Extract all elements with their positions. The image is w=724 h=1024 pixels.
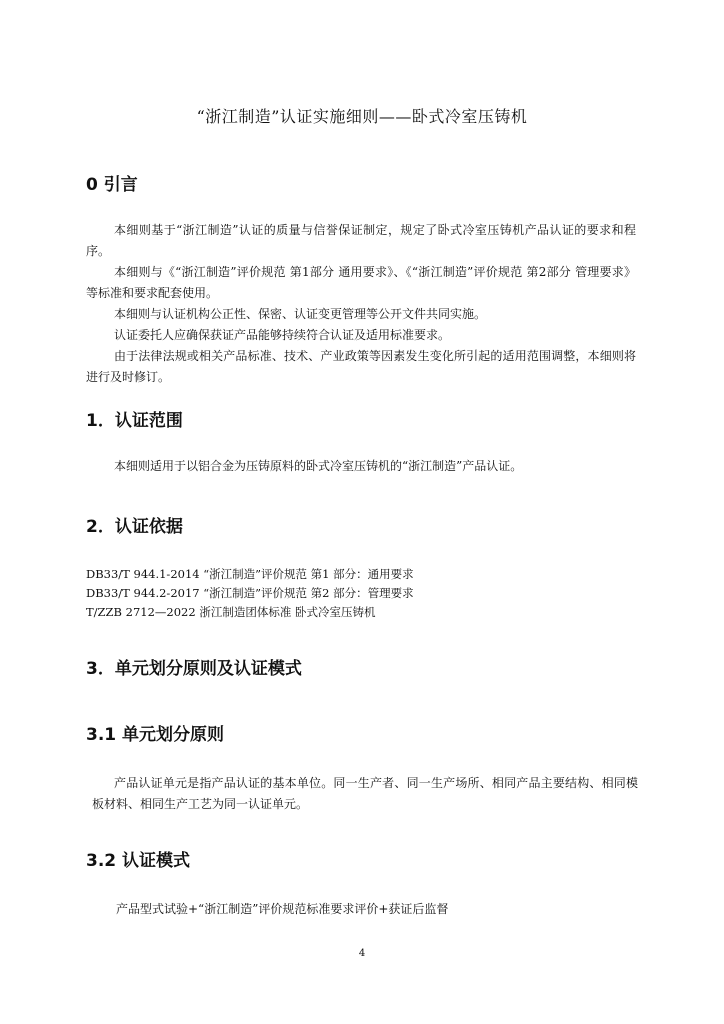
section-3-1-heading: 3.1 单元划分原则 (86, 725, 225, 745)
section-1-heading: 1．认证范围 (86, 411, 183, 431)
reference-item: DB33/T 944.1-2014 “浙江制造”评价规范 第1 部分：通用要求 (86, 567, 414, 581)
section-2-heading: 2．认证依据 (86, 517, 183, 537)
document-title: “浙江制造”认证实施细则——卧式冷室压铸机 (196, 107, 528, 126)
paragraph: 产品认证单元是指产品认证的基本单位。同一生产者、同一生产场所、相同产品主要结构、相同模板材料、相同生产工艺为同一认证单元。 (92, 776, 638, 811)
paragraph: 本细则与认证机构公正性、保密、认证变更管理等公开文件共同实施。 (114, 307, 487, 321)
reference-item: T/ZZB 2712—2022 浙江制造团体标准 卧式冷室压铸机 (86, 605, 376, 619)
reference-item: DB33/T 944.2-2017 “浙江制造”评价规范 第2 部分：管理要求 (86, 586, 414, 600)
section-3-1-body (92, 773, 638, 815)
section-0-body (86, 220, 636, 388)
reference-list (86, 565, 646, 622)
section-3-heading: 3．单元划分原则及认证模式 (86, 659, 302, 679)
paragraph: 由于法律法规或相关产品标准、技术、产业政策等因素发生变化所引起的适用范围调整，本细则将进行及时修订。 (86, 349, 636, 384)
paragraph: 认证委托人应确保获证产品能够持续符合认证及适用标准要求。 (114, 328, 451, 342)
page-number: 4 (358, 948, 366, 959)
section-3-2-heading: 3.2 认证模式 (86, 851, 191, 871)
section-1-text: 本细则适用于以铝合金为压铸原料的卧式冷室压铸机的“浙江制造”产品认证。 (114, 459, 523, 473)
section-3-2-text: 产品型式试验+“浙江制造”评价规范标准要求评价+获证后监督 (116, 902, 449, 916)
paragraph: 本细则基于“浙江制造”认证的质量与信誉保证制定，规定了卧式冷室压铸机产品认证的要求和程序。 (86, 223, 636, 258)
section-0-heading: 0 引言 (86, 175, 138, 195)
paragraph: 本细则与《“浙江制造”评价规范 第1部分 通用要求》、《“浙江制造”评价规范 第2部分 管理要求》等标准和要求配套使用。 (86, 265, 636, 300)
